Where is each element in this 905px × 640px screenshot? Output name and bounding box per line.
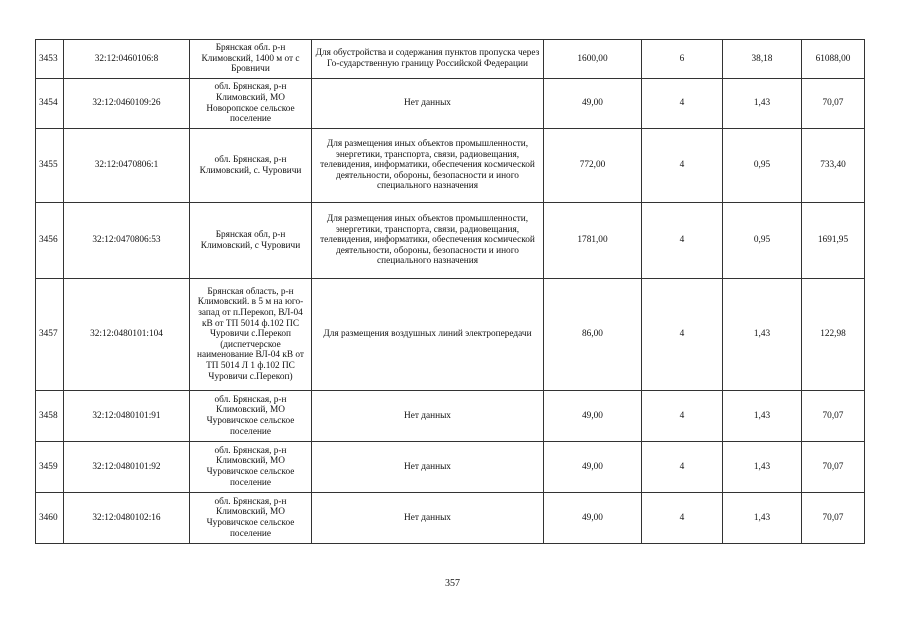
area-cell: 772,00 (544, 129, 642, 203)
address-cell: обл. Брянская, р-н Климовский, МО Новоропское сельское поселение (190, 79, 312, 129)
purpose-cell: Для размещения иных объектов промышленности, энергетики, транспорта, связи, радиовещания, телевидения, информатики, обеспечения космической деятельности, обороны, безопасности и иного специального назначения (312, 203, 544, 279)
rate-cell: 1,43 (723, 391, 802, 442)
cost-cell: 70,07 (802, 493, 865, 544)
land-parcel-table (35, 39, 865, 544)
page-number: 357 (445, 578, 460, 589)
purpose-cell: Нет данных (312, 442, 544, 493)
category-cell: 4 (642, 279, 723, 391)
table-row (36, 203, 865, 279)
area-cell: 49,00 (544, 79, 642, 129)
area-cell: 1600,00 (544, 40, 642, 79)
address-cell: обл. Брянская, р-н Климовский, МО Чуровичское сельское поселение (190, 442, 312, 493)
table-row (36, 79, 865, 129)
cost-cell: 70,07 (802, 79, 865, 129)
address-cell: обл. Брянская, р-н Климовский, с. Чуровичи (190, 129, 312, 203)
address-cell: Брянская обл, р-н Климовский, с Чуровичи (190, 203, 312, 279)
cadastral-number: 32:12:0480102:16 (64, 493, 190, 544)
cadastral-number: 32:12:0480101:92 (64, 442, 190, 493)
purpose-cell: Для размещения иных объектов промышленности, энергетики, транспорта, связи, радиовещания, телевидения, информатики, обеспечения космической деятельности, обороны, безопасности и иного специального назначения (312, 129, 544, 203)
purpose-cell: Для обустройства и содержания пунктов пропуска через Го-сударственную границу Российской Федерации (312, 40, 544, 79)
row-number: 3458 (36, 391, 64, 442)
cadastral-number: 32:12:0480101:104 (64, 279, 190, 391)
rate-cell: 1,43 (723, 493, 802, 544)
area-cell: 86,00 (544, 279, 642, 391)
area-cell: 49,00 (544, 493, 642, 544)
cadastral-number: 32:12:0460106:8 (64, 40, 190, 79)
row-number: 3456 (36, 203, 64, 279)
cadastral-number: 32:12:0470806:53 (64, 203, 190, 279)
category-cell: 4 (642, 442, 723, 493)
category-cell: 4 (642, 79, 723, 129)
rate-cell: 1,43 (723, 79, 802, 129)
row-number: 3453 (36, 40, 64, 79)
cadastral-number: 32:12:0460109:26 (64, 79, 190, 129)
table-row (36, 40, 865, 79)
rate-cell: 0,95 (723, 203, 802, 279)
address-cell: обл. Брянская, р-н Климовский, МО Чуровичское сельское поселение (190, 391, 312, 442)
row-number: 3455 (36, 129, 64, 203)
table-row (36, 442, 865, 493)
table-row (36, 129, 865, 203)
row-number: 3459 (36, 442, 64, 493)
cadastral-number: 32:12:0480101:91 (64, 391, 190, 442)
table-row (36, 493, 865, 544)
purpose-cell: Нет данных (312, 79, 544, 129)
area-cell: 49,00 (544, 391, 642, 442)
cost-cell: 70,07 (802, 442, 865, 493)
address-cell: Брянская область, р-н Климовский. в 5 м на юго-запад от п.Перекоп, ВЛ-04 кВ от ТП 5014 ф.102 ПС Чуровичи с.Перекоп (диспетчерское наименование ВЛ-04 кВ от ТП 5014 Л 1 ф.102 ПС Чуровичи с.Перекоп) (190, 279, 312, 391)
cost-cell: 122,98 (802, 279, 865, 391)
category-cell: 4 (642, 493, 723, 544)
area-cell: 49,00 (544, 442, 642, 493)
address-cell: обл. Брянская, р-н Климовский, МО Чуровичское сельское поселение (190, 493, 312, 544)
purpose-cell: Нет данных (312, 391, 544, 442)
purpose-cell: Для размещения воздушных линий электропередачи (312, 279, 544, 391)
area-cell: 1781,00 (544, 203, 642, 279)
row-number: 3457 (36, 279, 64, 391)
address-cell: Брянская обл. р-н Климовский, 1400 м от с Бровничи (190, 40, 312, 79)
rate-cell: 1,43 (723, 279, 802, 391)
row-number: 3454 (36, 79, 64, 129)
table-row (36, 391, 865, 442)
rate-cell: 0,95 (723, 129, 802, 203)
purpose-cell: Нет данных (312, 493, 544, 544)
category-cell: 4 (642, 129, 723, 203)
row-number: 3460 (36, 493, 64, 544)
category-cell: 6 (642, 40, 723, 79)
cadastral-number: 32:12:0470806:1 (64, 129, 190, 203)
cost-cell: 1691,95 (802, 203, 865, 279)
category-cell: 4 (642, 391, 723, 442)
cost-cell: 70,07 (802, 391, 865, 442)
cost-cell: 61088,00 (802, 40, 865, 79)
table-row (36, 279, 865, 391)
rate-cell: 1,43 (723, 442, 802, 493)
table-body (36, 40, 865, 544)
category-cell: 4 (642, 203, 723, 279)
cost-cell: 733,40 (802, 129, 865, 203)
rate-cell: 38,18 (723, 40, 802, 79)
